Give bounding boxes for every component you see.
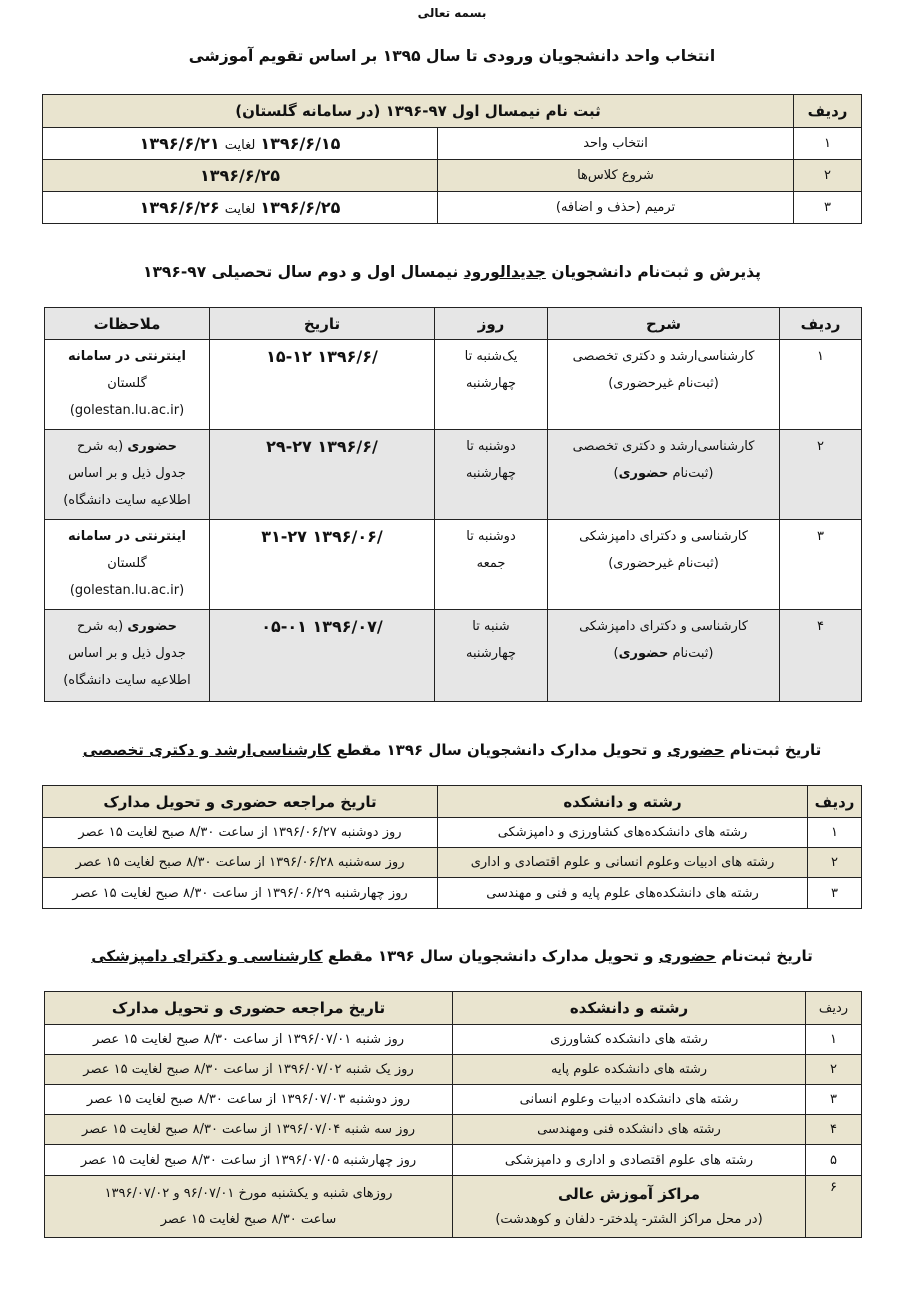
header-date: تاریخ [210,308,435,340]
row-day: دوشنبه تا جمعه [435,520,548,610]
row-date: روز چهارشنبه ۱۳۹۶/۰۶/۲۹ از ساعت ۸/۳۰ صبح لغایت ۱۵ عصر [43,878,438,909]
admission-table [44,307,862,702]
table-row [45,1115,862,1145]
row-notes: اینترنتی در سامانه گلستان (golestan.lu.ac.ir) [45,520,210,610]
header-visit-date: تاریخ مراجعه حضوری و تحویل مدارک [45,992,453,1025]
row-field: رشته های دانشکده علوم پایه [453,1055,806,1085]
header-row-number: ردیف [806,992,862,1025]
row-number: ۳ [794,192,862,224]
basmala: بسمه تعالی [417,6,487,20]
row-notes: حضوری (به شرح جدول ذیل و بر اساس اطلاعیه سایت دانشگاه) [45,610,210,702]
header-row-number: ردیف [794,95,862,128]
table-row [45,340,862,430]
row-field: رشته های دانشکده ادبیات وعلوم انسانی [453,1085,806,1115]
row-number: ۲ [780,430,862,520]
row-description: انتخاب واحد [438,128,794,160]
row-number: ۴ [806,1115,862,1145]
section-title-admission: پذیرش و ثبت‌نام دانشجویان جدیدالورود نیمسال اول و دوم سال تحصیلی ۹۷-۱۳۹۶ [143,263,761,281]
row-date: ۱۵-۱۲ ۱۳۹۶/۶/ [210,340,435,430]
row-description: کارشناسی و دکترای دامپزشکی (ثبت‌نام حضوری) [548,610,780,702]
row-number: ۱ [780,340,862,430]
row-field: رشته های علوم اقتصادی و اداری و دامپزشکی [453,1145,806,1176]
row-notes: اینترنتی در سامانه گلستان (golestan.lu.ac.ir) [45,340,210,430]
row-date: روز سه‌شنبه ۱۳۹۶/۰۶/۲۸ از ساعت ۸/۳۰ صبح لغایت ۱۵ عصر [43,848,438,878]
row-number: ۵ [806,1145,862,1176]
masters-schedule-table [42,785,862,909]
row-description: شروع کلاس‌ها [438,160,794,192]
row-date: ۰۵-۰۱ ۱۳۹۶/۰۷/ [210,610,435,702]
row-field: رشته های ادبیات وعلوم انسانی و علوم اقتصادی و اداری [438,848,808,878]
row-date: روز یک شنبه ۱۳۹۶/۰۷/۰۲ از ساعت ۸/۳۰ صبح لغایت ۱۵ عصر [45,1055,453,1085]
table-row [45,1176,862,1238]
row-date: روز دوشنبه ۱۳۹۶/۰۶/۲۷ از ساعت ۸/۳۰ صبح لغایت ۱۵ عصر [43,818,438,848]
header-notes: ملاحظات [45,308,210,340]
header-visit-date: تاریخ مراجعه حضوری و تحویل مدارک [43,786,438,818]
row-day: دوشنبه تا چهارشنبه [435,430,548,520]
header-field: رشته و دانشکده [438,786,808,818]
row-field: رشته های دانشکده‌های کشاورزی و دامپزشکی [438,818,808,848]
row-day: شنبه تا چهارشنبه [435,610,548,702]
table-row [45,1085,862,1115]
veterinary-schedule-table [44,991,862,1238]
row-description: ترمیم (حذف و اضافه) [438,192,794,224]
table-row [45,1145,862,1176]
row-field: رشته های دانشکده فنی ومهندسی [453,1115,806,1145]
table-row [43,818,862,848]
header-day: روز [435,308,548,340]
row-number: ۱ [808,818,862,848]
row-description: کارشناسی و دکترای دامپزشکی (ثبت‌نام غیرحضوری) [548,520,780,610]
row-description: کارشناسی‌ارشد و دکتری تخصصی (ثبت‌نام غیرحضوری) [548,340,780,430]
header-row-number: ردیف [780,308,862,340]
table-row [43,160,862,192]
row-dates: ۱۳۹۶/۶/۲۵ [43,160,438,192]
registration-table [42,94,862,224]
header-row-number: ردیف [808,786,862,818]
row-date: روز دوشنبه ۱۳۹۶/۰۷/۰۳ از ساعت ۸/۳۰ صبح لغایت ۱۵ عصر [45,1085,453,1115]
row-notes: حضوری (به شرح جدول ذیل و بر اساس اطلاعیه سایت دانشگاه) [45,430,210,520]
table-row [45,520,862,610]
row-field: مراکز آموزش عالی (در محل مراکز الشتر- پلدختر- دلفان و کوهدشت) [453,1176,806,1238]
row-number: ۴ [780,610,862,702]
table-row [43,848,862,878]
row-number: ۳ [806,1085,862,1115]
table-row [43,128,862,160]
row-number: ۲ [794,160,862,192]
header-description: شرح [548,308,780,340]
row-number: ۲ [808,848,862,878]
section-title-masters: تاریخ ثبت‌نام حضوری و تحویل مدارک دانشجویان سال ۱۳۹۶ مقطع کارشناسی‌ارشد و دکتری تخصصی [82,741,822,759]
row-number: ۱ [806,1025,862,1055]
section-title-veterinary: تاریخ ثبت‌نام حضوری و تحویل مدارک دانشجویان سال ۱۳۹۶ مقطع کارشناسی و دکترای دامپزشکی [91,947,813,965]
row-date: ۲۹-۲۷ ۱۳۹۶/۶/ [210,430,435,520]
row-field: رشته های دانشکده کشاورزی [453,1025,806,1055]
row-date: روز چهارشنبه ۱۳۹۶/۰۷/۰۵ از ساعت ۸/۳۰ صبح لغایت ۱۵ عصر [45,1145,453,1176]
row-dates: ۱۳۹۶/۶/۲۵ لغایت ۱۳۹۶/۶/۲۶ [43,192,438,224]
table-row [45,610,862,702]
table-row [45,1025,862,1055]
row-number: ۳ [808,878,862,909]
row-date: روز شنبه ۱۳۹۶/۰۷/۰۱ از ساعت ۸/۳۰ صبح لغایت ۱۵ عصر [45,1025,453,1055]
row-number: ۶ [806,1176,862,1238]
header-field: رشته و دانشکده [453,992,806,1025]
row-dates: ۱۳۹۶/۶/۱۵ لغایت ۱۳۹۶/۶/۲۱ [43,128,438,160]
row-number: ۳ [780,520,862,610]
page-title: انتخاب واحد دانشجویان ورودی تا سال ۱۳۹۵ بر اساس تقویم آموزشی [188,47,716,65]
table-row [43,192,862,224]
row-date: ۳۱-۲۷ ۱۳۹۶/۰۶/ [210,520,435,610]
header-registration-period: ثبت نام نیمسال اول ۹۷-۱۳۹۶ (در سامانه گلستان) [43,95,794,128]
row-number: ۲ [806,1055,862,1085]
table-row [45,430,862,520]
row-description: کارشناسی‌ارشد و دکتری تخصصی (ثبت‌نام حضوری) [548,430,780,520]
row-number: ۱ [794,128,862,160]
row-field: رشته های دانشکده‌های علوم پایه و فنی و مهندسی [438,878,808,909]
row-date: روزهای شنبه و یکشنبه مورخ ۹۶/۰۷/۰۱ و ۱۳۹۶/۰۷/۰۲ ساعت ۸/۳۰ صبح لغایت ۱۵ عصر [45,1176,453,1238]
row-date: روز سه شنبه ۱۳۹۶/۰۷/۰۴ از ساعت ۸/۳۰ صبح لغایت ۱۵ عصر [45,1115,453,1145]
table-row [43,878,862,909]
row-day: یک‌شنبه تا چهارشنبه [435,340,548,430]
table-row [45,1055,862,1085]
